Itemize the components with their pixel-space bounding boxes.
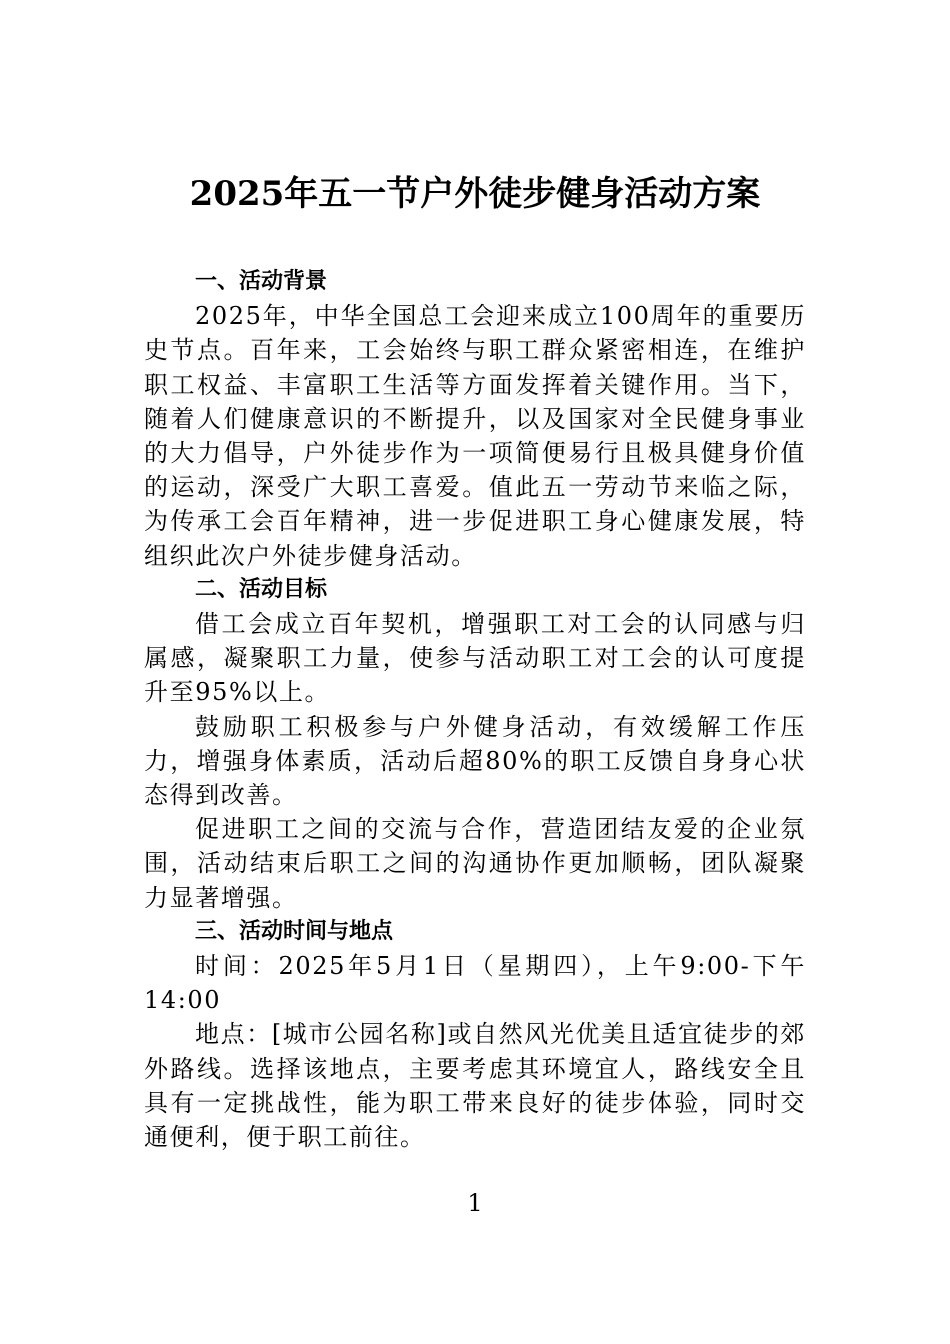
section-heading: 三、活动时间与地点 <box>195 918 394 944</box>
page-number: 1 <box>467 1189 483 1217</box>
document-title: 2025年五一节户外徒步健身活动方案 <box>189 174 761 214</box>
paragraph-time: 时间：2025年5月1日（星期四），上午9:00-下午14:00 <box>144 952 806 1015</box>
paragraph: 鼓励职工积极参与户外健身活动，有效缓解工作压力，增强身体素质，活动后超80%的职工反馈自身身心状态得到改善。 <box>144 712 806 810</box>
paragraph-location: 地点：[城市公园名称]或自然风光优美且适宜徒步的郊外路线。选择该地点，主要考虑其环境宜人，路线安全且具有一定挑战性，能为职工带来良好的徒步体验，同时交通便利，便于职工前往。 <box>144 1020 806 1152</box>
section-goals <box>144 573 806 915</box>
section-heading: 二、活动目标 <box>195 576 328 602</box>
section-heading: 一、活动背景 <box>195 269 328 294</box>
section-time-location <box>144 915 806 1154</box>
paragraph: 2025年，中华全国总工会迎来成立100周年的重要历史节点。百年来，工会始终与职工群众紧密相连，在维护职工权益、丰富职工生活等方面发挥着关键作用。当下，随着人们健康意识的不断提升，以及国家对全民健身事业的大力倡导，户外徒步作为一项简便易行且极具健身价值的运动，深受广大职工喜爱。值此五一劳动节来临之际，为传承工会百年精神，进一步促进职工身心健康发展，特组织此次户外徒步健身活动。 <box>144 302 806 570</box>
paragraph: 促进职工之间的交流与合作，营造团结友爱的企业氛围，活动结束后职工之间的沟通协作更加顺畅，团队凝聚力显著增强。 <box>144 815 806 912</box>
document-body <box>144 265 806 1154</box>
section-background <box>144 265 806 573</box>
paragraph: 借工会成立百年契机，增强职工对工会的认同感与归属感，凝聚职工力量，使参与活动职工对工会的认可度提升至95%以上。 <box>144 610 806 707</box>
